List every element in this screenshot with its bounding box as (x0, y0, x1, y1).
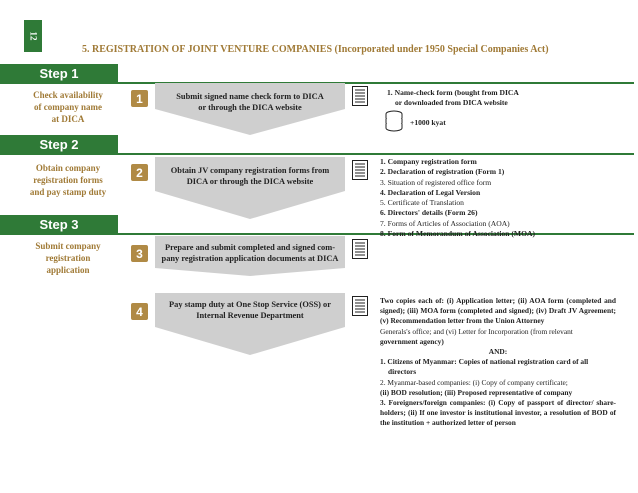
action-2-number: 2 (131, 164, 148, 181)
action-3-number: 3 (131, 245, 148, 262)
step-3-bar (0, 215, 118, 235)
step-1-note: 1. Name-check form (bought from DICA or downloaded from DICA website (387, 88, 519, 108)
coins-icon (384, 110, 404, 132)
form-item: 5. Certificate of Translation (380, 198, 464, 208)
step-2-label: Step 2 (39, 137, 79, 152)
step-3-label: Step 3 (39, 217, 79, 232)
document-icon (352, 296, 368, 316)
action-4-arrow: Pay stamp duty at One Stop Service (OSS) or Internal Revenue Department (155, 293, 345, 355)
form-item: 1. Company registration form (380, 157, 477, 166)
page-number-tab (24, 20, 42, 52)
step-1-description: Check availability of company name at DICA (33, 90, 103, 124)
step-3-divider (118, 233, 634, 235)
action-1-number: 1 (131, 90, 148, 107)
requirements-text: Two copies each of: (i) Application letter; (ii) AOA form (completed and signed); (iii) MOA form (completed and signed); (iv) Draft JV Agreement; (v) Recommendation letter from the Union Attorney Generals's office; and (vi) Letter for Incorporation (from relevant government agency) AND: 1. Citizens of Myanmar: Copies of national registration card of all directors 2. Myanmar-based companies: (i) Copy of company certificate; (ii) BOD resolution; (iii) Proposed representative of company 3. Foreigners/foreign companies: (i) Copy of passport of director/ share-holders; (ii) If one investor is institutional investor, a resolution of BOD of the institution + authorized letter of person (380, 296, 616, 428)
document-icon (352, 239, 368, 259)
action-3-arrow: Prepare and submit completed and signed com- pany registration application documents at DICA (155, 236, 345, 276)
step-2-divider (118, 153, 634, 155)
step-2-bar (0, 135, 118, 155)
action-1-arrow: Submit signed name check form to DICA or through the DICA website (155, 83, 345, 135)
form-item: 6. Directors' details (Form 26) (380, 208, 478, 218)
fee-text: +1000 kyat (410, 118, 446, 127)
step-2-description: Obtain company registration forms and pay stamp duty (29, 163, 107, 197)
form-item: 7. Forms of Articles of Association (AOA) (380, 218, 510, 228)
action-4-number: 4 (131, 303, 148, 320)
step-3-description: Submit company registration application (35, 241, 101, 275)
forms-list (380, 157, 535, 239)
form-item: 8. Form of Memorandum of Association (MOA) (380, 229, 536, 239)
form-item: 2. Declaration of registration (Form 1) (380, 167, 505, 177)
page-number: 12 (28, 31, 38, 41)
form-item: 4. Declaration of Legal Version (380, 187, 481, 197)
page-title: 5. REGISTRATION OF JOINT VENTURE COMPANIES (Incorporated under 1950 Special Companies Act) (82, 44, 549, 55)
document-icon (352, 160, 368, 180)
document-icon (352, 86, 368, 106)
step-1-bar (0, 64, 118, 84)
action-2-arrow: Obtain JV company registration forms from DICA or through the DICA website (155, 157, 345, 219)
step-1-label: Step 1 (39, 66, 79, 81)
form-item: 3. Situation of registered office form (380, 177, 492, 187)
